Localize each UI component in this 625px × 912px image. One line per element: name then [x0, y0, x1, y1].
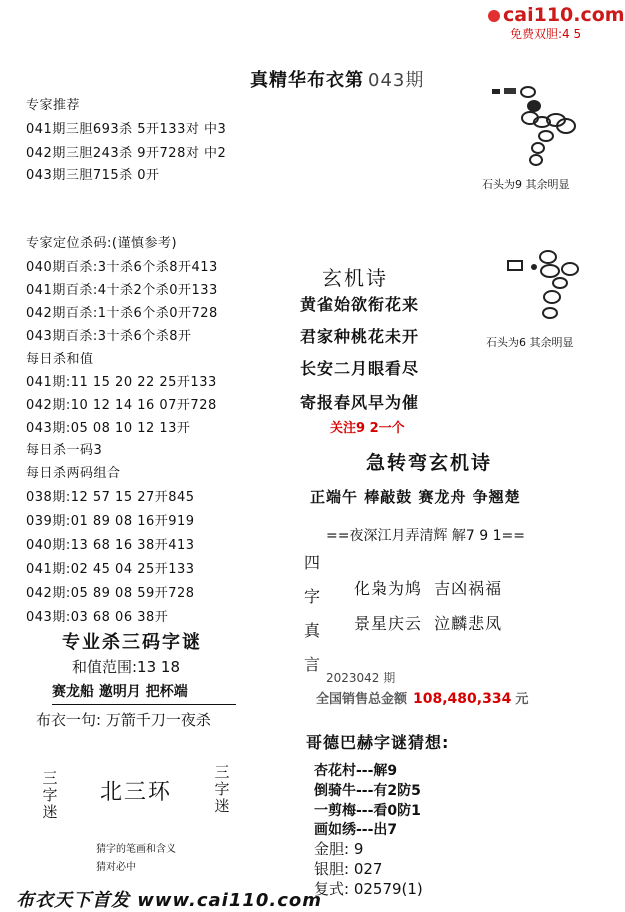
- issue-number: 043期: [368, 70, 425, 91]
- silver-pick: 银胆: 027: [314, 860, 383, 878]
- daily-sum-line: 042期:10 12 14 16 07开728: [26, 398, 217, 413]
- sales-amount: 108,480,334: [413, 691, 512, 707]
- jizhuanwan-heading: 急转弯玄机诗: [366, 452, 493, 474]
- stones-icon: [486, 84, 586, 174]
- stone-caption: 石头为6 其余明显: [486, 336, 574, 349]
- stones-icon: [500, 243, 590, 325]
- expert-line: 042期三胆243杀 9开728对 中2: [26, 146, 227, 161]
- daily-two-line: 038期:12 57 15 27开845: [26, 490, 195, 505]
- expert-line: 043期三胆715杀 0开: [26, 168, 160, 183]
- daily-two-line: 040期:13 68 16 38开413: [26, 538, 195, 553]
- focus-note: 关注9 2一个: [330, 421, 405, 436]
- sales-period: 2023042 期: [326, 671, 396, 685]
- daily-sum-heading: 每日杀和值: [26, 352, 94, 367]
- goldbach-line: 杏花村---解9: [314, 763, 398, 779]
- position-kill-line: 043期百杀:3十杀6个杀8开: [26, 329, 192, 344]
- xuanji-line: 寄报春风早为催: [300, 393, 420, 412]
- page-title: 真精华布衣第 043期: [250, 70, 425, 91]
- four-words-row: 景星庆云 泣麟悲凤: [354, 614, 503, 633]
- free-pick: 免费双胆:4 5: [510, 27, 582, 41]
- goldbach-heading: 哥德巴赫字谜猜想:: [306, 733, 450, 752]
- brand-logo[interactable]: [488, 4, 625, 26]
- position-kill-line: 041期百杀:4十杀2个杀0开133: [26, 283, 218, 298]
- xuanji-line: 黄雀始欲衔花来: [300, 295, 420, 314]
- brand-text: cai110.com: [503, 4, 625, 26]
- four-words-side-label: 四 字 真 言: [304, 553, 321, 674]
- daily-two-heading: 每日杀两码组合: [26, 466, 121, 481]
- expert-line: 041期三胆693杀 5开133对 中3: [26, 122, 227, 137]
- daily-two-line: 039期:01 89 08 16开919: [26, 514, 195, 529]
- four-words-row: 化枭为鸠 吉凶祸福: [354, 579, 503, 598]
- combo-pick: 复式: 02579(1): [314, 880, 423, 898]
- daily-one-kill: 每日杀一码3: [26, 443, 103, 458]
- position-kill-line: 042期百杀:1十杀6个杀0开728: [26, 306, 218, 321]
- riddle-three-heading: 专业杀三码字谜: [62, 632, 202, 653]
- hint-line: 猜对必中: [96, 862, 136, 873]
- goldbach-line: 倒骑牛---有2防5: [314, 783, 421, 799]
- daily-sum-line: 043期:05 08 10 12 13开: [26, 421, 191, 436]
- gold-pick: 金胆: 9: [314, 840, 364, 858]
- daily-two-line: 043期:03 68 06 38开: [26, 610, 169, 625]
- sum-range: 和值范围:13 18: [72, 658, 180, 676]
- goldbach-line: 一剪梅---看0防1: [314, 803, 421, 819]
- expert-heading: 专家推荐: [26, 98, 81, 113]
- one-line-verse: 布衣一句: 万箭千刀一夜杀: [36, 711, 211, 729]
- position-kill-line: 040期百杀:3十杀6个杀8开413: [26, 260, 218, 275]
- goldbach-line: 画如绣---出7: [314, 822, 398, 838]
- xuanji-heading: 玄机诗: [322, 266, 388, 290]
- three-word-left-label: 三 字 迷: [42, 769, 58, 821]
- xuanji-line: 君家种桃花未开: [300, 327, 420, 346]
- jizhuanwan-line: 正端午 棒敲鼓 赛龙舟 争翘楚: [310, 488, 521, 506]
- daily-two-line: 041期:02 45 04 25开133: [26, 562, 195, 577]
- three-word-answer: 北三环: [100, 780, 173, 805]
- daily-two-line: 042期:05 89 08 59开728: [26, 586, 195, 601]
- stone-picture-1: [486, 84, 586, 174]
- stone-caption: 石头为9 其余明显: [482, 178, 570, 191]
- footer-credit: 布衣天下首发 www.cai110.com: [16, 890, 323, 911]
- sales-total: 全国销售总金额 108,480,334 元: [316, 691, 529, 707]
- xuanji-line: 长安二月眼看尽: [300, 359, 420, 378]
- three-word-right-label: 三 字 迷: [214, 763, 230, 815]
- position-kill-heading: 专家定位杀码:(谨慎参考): [26, 236, 178, 251]
- night-riddle: ==夜深江月弄清辉 解7 9 1==: [326, 528, 525, 544]
- stone-picture-2: [500, 243, 590, 325]
- daily-sum-line: 041期:11 15 20 22 25开133: [26, 375, 217, 390]
- riddle-phrase: 赛龙船 邀明月 把杯端: [52, 681, 236, 705]
- hint-line: 猜字的笔画和含义: [96, 844, 176, 855]
- brand-circle-icon: [488, 10, 500, 22]
